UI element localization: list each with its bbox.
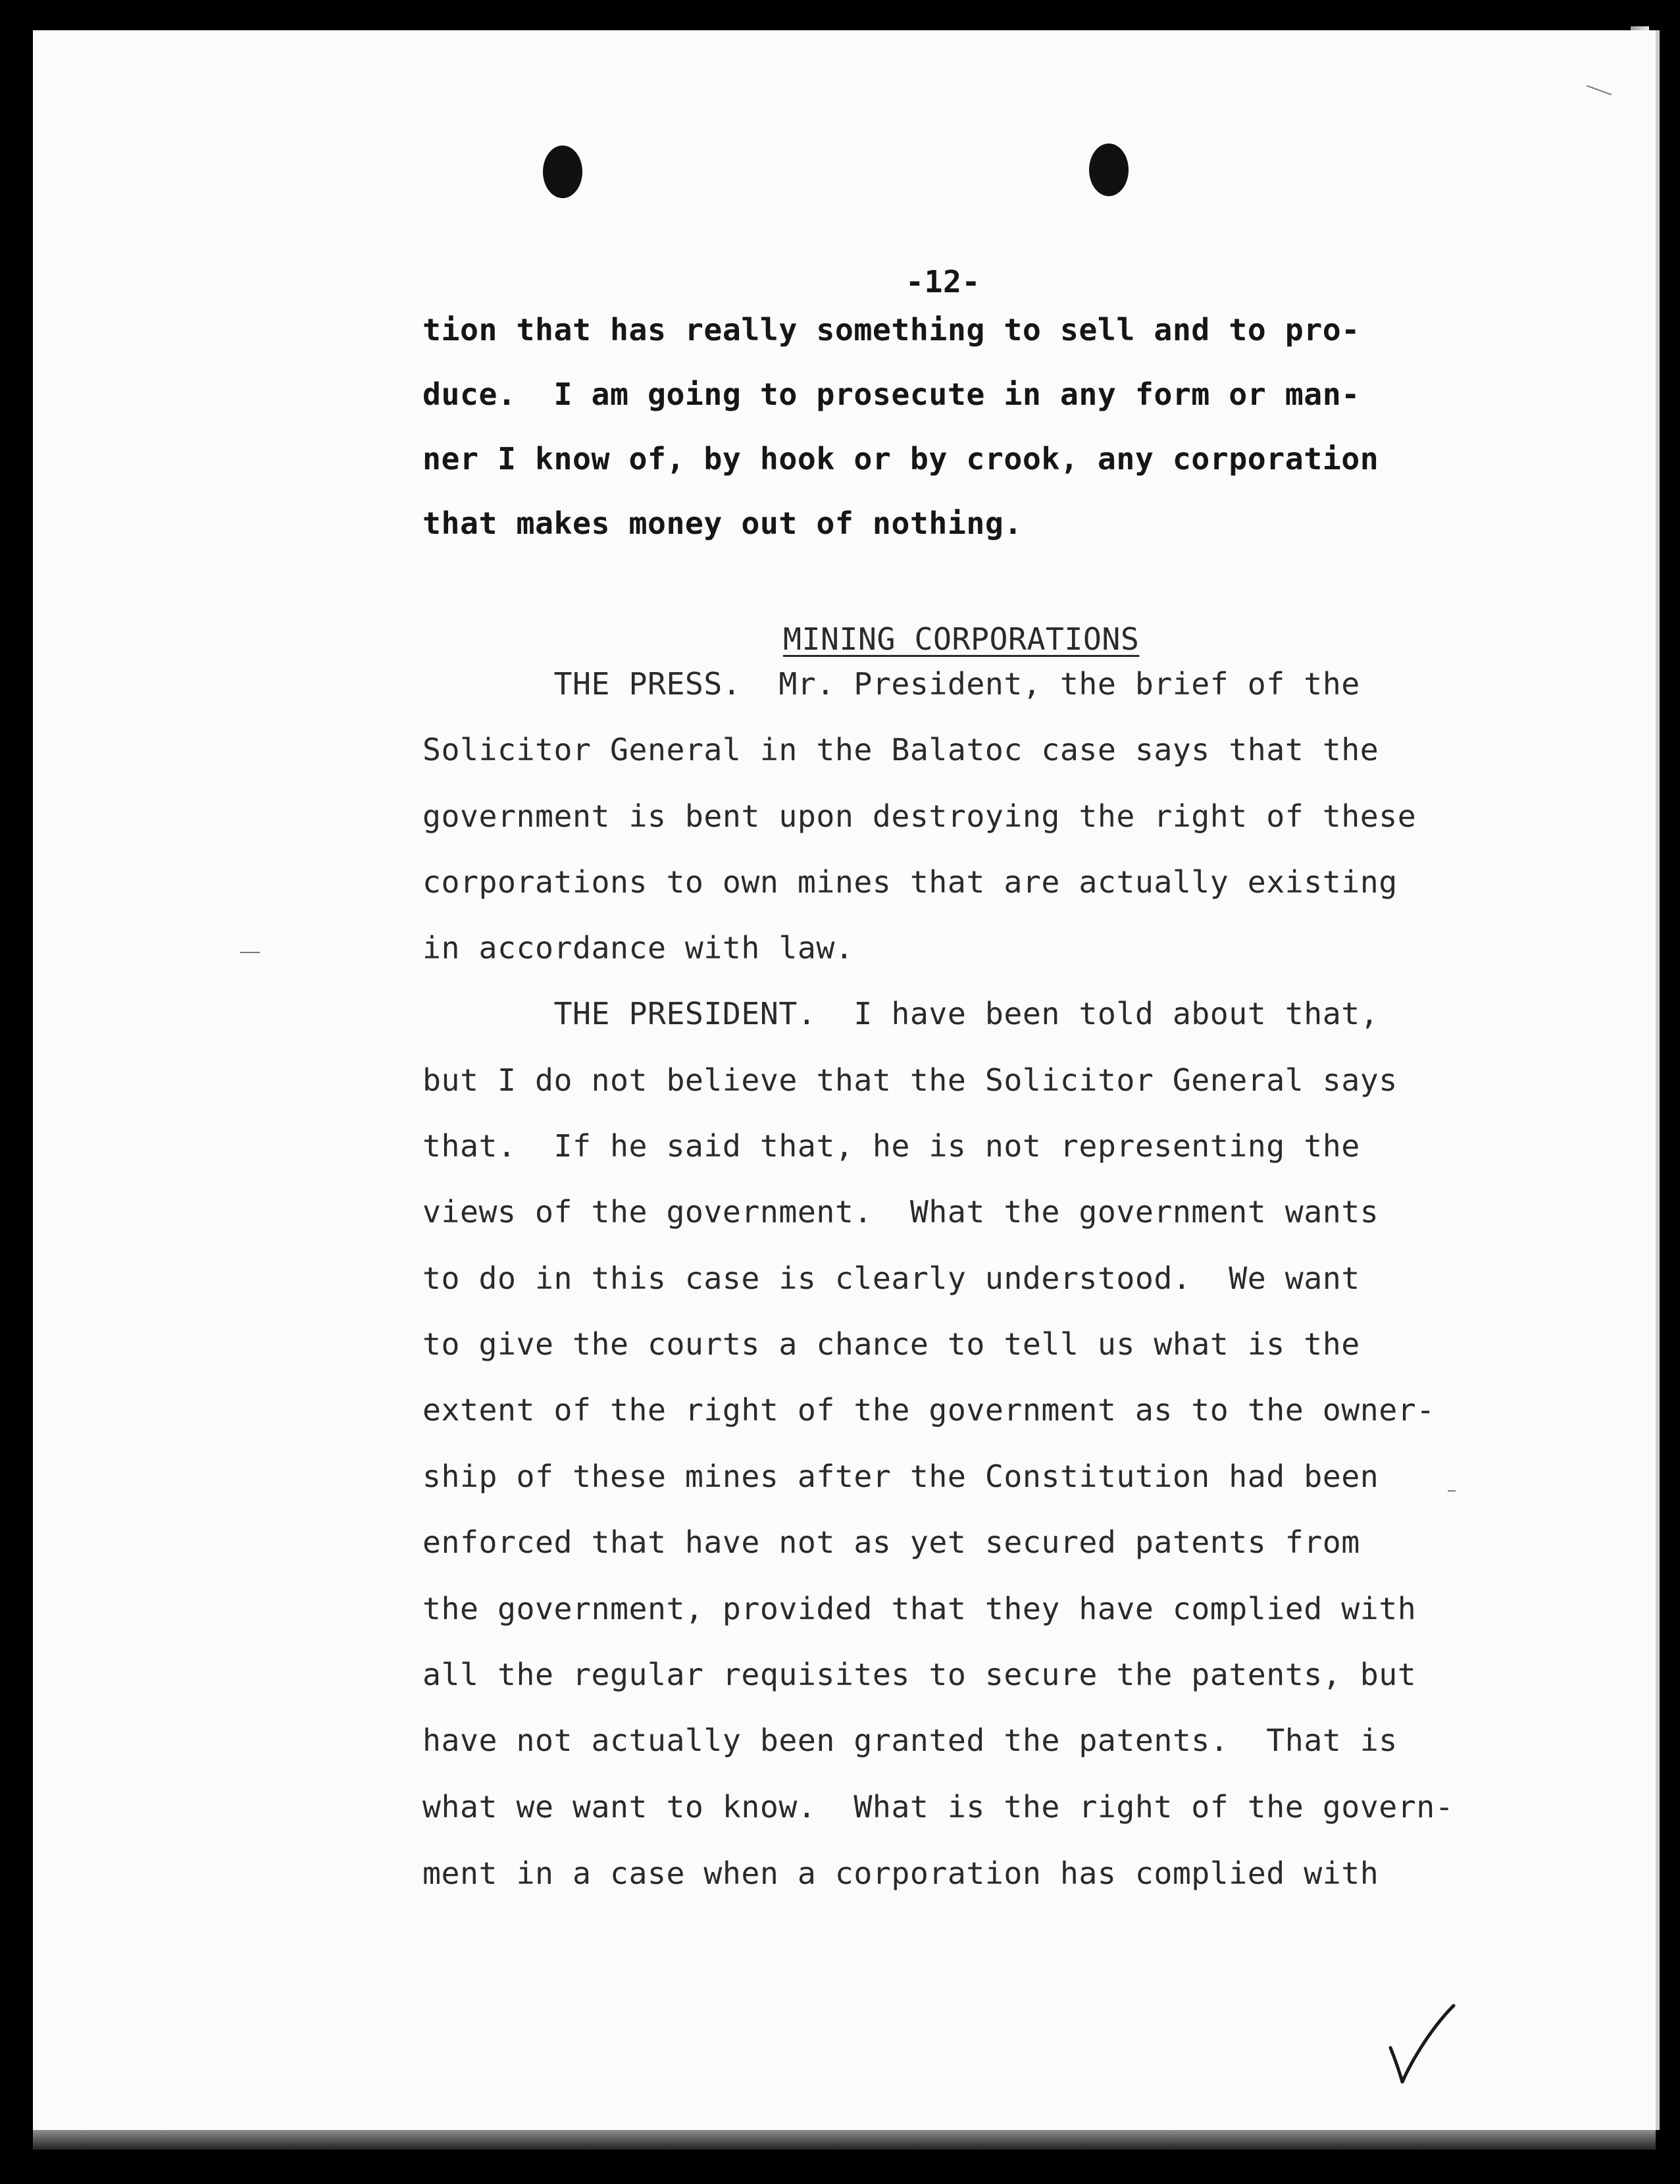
text-line: in accordance with law. (422, 930, 854, 966)
page-bottom-shadow (33, 2130, 1656, 2150)
punch-hole-left (543, 145, 582, 198)
text-line: ship of these mines after the Constitution had been (422, 1459, 1379, 1494)
text-line: extent of the right of the government as to the owner- (422, 1392, 1435, 1428)
punch-hole-right (1089, 143, 1129, 196)
margin-mark (1587, 85, 1612, 95)
text-line: to do in this case is clearly understood. We want (422, 1261, 1360, 1296)
text-line: all the regular requisites to secure the patents, but (422, 1657, 1417, 1692)
text-line: tion that has really something to sell and to pro- (422, 312, 1360, 348)
text-line: ment in a case when a corporation has complied with (422, 1856, 1379, 1891)
text-line: corporations to own mines that are actually existing (422, 864, 1398, 900)
text-line: government is bent upon destroying the right of these (422, 798, 1417, 834)
text-line: Solicitor General in the Balatoc case says that the (422, 732, 1379, 767)
text-line: what we want to know. What is the right of the govern- (422, 1789, 1454, 1825)
text-line: but I do not believe that the Solicitor General says (422, 1062, 1398, 1098)
text-line: THE PRESIDENT. I have been told about that, (422, 996, 1379, 1031)
text-line: ner I know of, by hook or by crook, any corporation (422, 441, 1379, 477)
text-line: views of the government. What the government wants (422, 1194, 1379, 1230)
checkmark-icon (1385, 2002, 1458, 2087)
text-line: enforced that have not as yet secured patents from (422, 1524, 1360, 1560)
page-number: -12- (905, 264, 980, 299)
text-line: that makes money out of nothing. (422, 506, 1023, 541)
text-line: to give the courts a chance to tell us what is the (422, 1326, 1360, 1362)
text-line: that. If he said that, he is not representing the (422, 1128, 1360, 1164)
text-line: THE PRESS. Mr. President, the brief of the (422, 666, 1360, 702)
section-heading: MINING CORPORATIONS (783, 621, 1140, 657)
document-page (33, 30, 1660, 2130)
text-line: have not actually been granted the patents. That is (422, 1723, 1398, 1758)
text-line: duce. I am going to prosecute in any form or man- (422, 377, 1360, 412)
margin-mark (1448, 1490, 1456, 1492)
margin-mark (240, 952, 260, 953)
text-line: the government, provided that they have complied with (422, 1591, 1417, 1626)
